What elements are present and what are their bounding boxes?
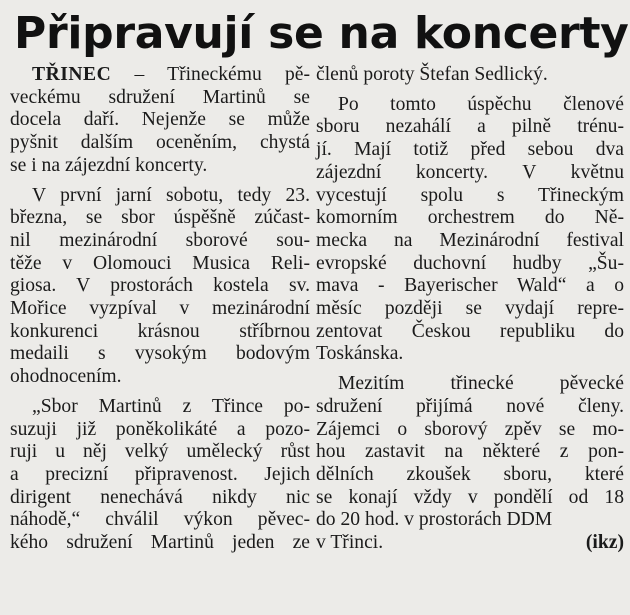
text-line: giosa. V prostorách kostela sv. <box>10 275 310 297</box>
text-line: členů poroty Štefan Sedlický. <box>316 64 548 85</box>
text-line: a precizní připravenost. Jejich <box>10 463 310 485</box>
text-line: mecka na Mezinárodní festival <box>316 229 624 251</box>
text-line: „Sbor Martinů z Třince po- <box>32 395 310 417</box>
dateline: TŘINEC <box>32 64 112 85</box>
final-text: v Třinci. <box>316 532 384 554</box>
text-line: komorním orchestrem do Ně- <box>316 207 624 229</box>
text-line: zájezdní koncerty. V květnu <box>316 161 624 183</box>
text-line: sboru nezahálí a pilně trénu- <box>316 116 624 138</box>
left-column <box>10 64 310 555</box>
text-line: vycestují spolu s Třineckým <box>316 184 624 206</box>
text-line: Toskánska. <box>316 343 404 365</box>
text-line: Po tomto úspěchu členové <box>338 93 624 115</box>
text-line: konkurenci krásnou stříbrnou <box>10 320 310 342</box>
text-line: mava - Bayerischer Wald“ a o <box>316 275 624 297</box>
text-line: se konají vždy v pondělí od 18 <box>316 486 624 508</box>
text-line: kého sdružení Martinů jeden ze <box>10 532 310 554</box>
text-line: evropské duchovní hudby „Šu- <box>316 252 624 274</box>
text-line: veckému sdružení Martinů se <box>10 86 310 108</box>
text-line: dirigent nenechává nikdy nic <box>10 486 310 508</box>
right-column <box>316 64 624 555</box>
text-line: suzuji již poněkolikáté a pozo- <box>10 418 310 440</box>
text-line: V první jarní sobotu, tedy 23. <box>32 184 310 206</box>
text-line: března, se sbor úspěšně zúčast- <box>10 207 310 229</box>
text-line: medaili s vysokým bodovým <box>10 343 310 365</box>
text-line: pyšnit dalším oceněním, chystá <box>10 132 310 154</box>
text-line: Mezitím třinecké pěvecké <box>338 373 624 395</box>
text-line: sdružení přijímá nové členy. <box>316 395 624 417</box>
text-line: hou zastavit na některé z pon- <box>316 441 624 463</box>
closing-line <box>316 532 624 555</box>
text-line: nil mezinárodní sborové sou- <box>10 229 310 251</box>
text-line: Mořice vyzpíval v mezinárodní <box>10 298 310 320</box>
author-signature: (ikz) <box>585 532 624 554</box>
text-line: jí. Mají totiž před sebou dva <box>316 139 624 161</box>
headline: Připravují se na koncerty <box>14 8 629 59</box>
text-line: měsíc později se vydají repre- <box>316 298 624 320</box>
text-line: do 20 hod. v prostorách DDM <box>316 509 553 531</box>
text-line: docela daří. Nejenže se může <box>10 109 310 131</box>
text-line: TŘINEC – Třineckému pě- <box>32 64 310 85</box>
text-line: se i na zájezdní koncerty. <box>10 154 208 176</box>
text-line: Zájemci o sborový zpěv se mo- <box>316 418 624 440</box>
text-line: zentovat Českou republiku do <box>316 320 624 342</box>
text-line: dělních zkoušek sboru, které <box>316 463 624 485</box>
text-line: ohodnocením. <box>10 366 122 388</box>
text-line: těže v Olomouci Musica Reli- <box>10 252 310 274</box>
text-line: ruji u něj velký umělecký růst <box>10 441 310 463</box>
text-line: náhodě,“ chválil výkon pěvec- <box>10 509 310 531</box>
